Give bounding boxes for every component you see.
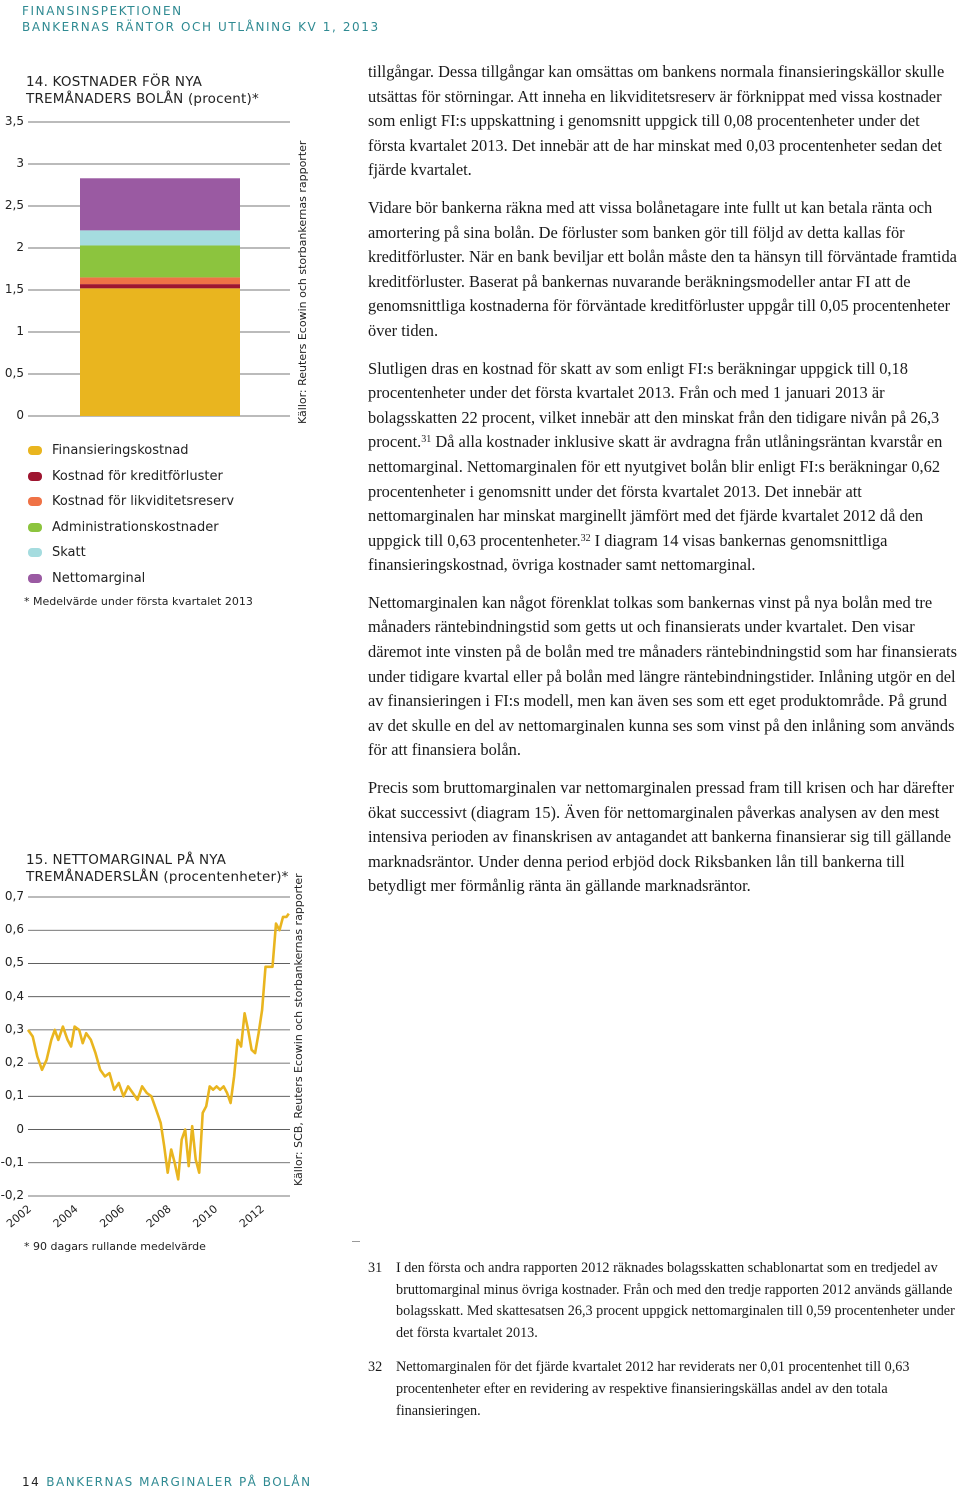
chart15-y-tick: 0,4 [4, 988, 24, 1003]
paragraph-3-part-2: Då alla kostnader inklusive skatt är avdragna från utlåningsräntan kvarstår en nettomarginal. Nettomarginalen för ett nyutgivet bolån blir enligt FI:s beräkningar 0,62 procentenheter i genomsnitt under det första kvartalet 2013. Det innebär att nettomarginalen har minskat marginellt jämfört med det fjärde kvartalet 2012 då den uppgick till 0,63 procentenheter. [368, 432, 943, 550]
chart15-title-line1: 15. NETTOMARGINAL PÅ NYA [26, 852, 227, 868]
chart14-title-line2: TREMÅNADERS BOLÅN [26, 91, 184, 107]
chart15-note: * 90 dagars rullande medelvärde [24, 1240, 206, 1253]
paragraph-2: Vidare bör bankerna räkna med att vissa bolånetagare inte fullt ut kan betala ränta och amortering på sina bolån. De förluster som banken gör till följd av detta kallas för kreditförluster. När en bank beviljar ett bolån måste den ta hänsyn till förväntade framtida kreditförluster. Baserat på bankernas nuvarande beräkningsmodeller antar FI att de genomsnittliga kostnaderna för förväntade kreditförluster uppgår till 0,05 procentenheter över tiden. [368, 197, 957, 340]
chart15-y-tick: 0,3 [4, 1021, 24, 1036]
page-number: 14 [22, 1475, 41, 1489]
chart15-y-tick: 0,7 [4, 889, 24, 903]
chart15-y-tick: 0 [16, 1121, 24, 1136]
chart14-source: Källor: Reuters Ecowin och storbankernas rapporter [296, 140, 309, 424]
paragraph-3 [368, 357, 958, 578]
footnote-divider [352, 1241, 360, 1242]
chart15-x-tick: 2008 [143, 1202, 174, 1231]
paragraph-3-part-3: I diagram 14 visas bankernas genomsnittliga finansieringskostnad, övriga kostnader samt nettomarginal. [368, 530, 888, 575]
chart15-y-tick: -0,1 [0, 1154, 24, 1169]
chart15-unit: (procentenheter)* [163, 869, 289, 885]
chart15-x-tick: 2010 [190, 1202, 221, 1231]
chart14-note: * Medelvärde under första kvartalet 2013 [24, 595, 253, 608]
legend-label: Nettomarginal [52, 570, 146, 586]
chart15-x-tick: 2012 [237, 1202, 267, 1231]
paragraph-1: tillgångar. Dessa tillgångar kan omsättas om bankens normala finansieringskällor skulle utsättas för störningar. Att inneha en likviditetsreserv är förknippat med vissa kostnader som enligt FI:s uppskattning i genomsnitt uppgick till 0,08 procentenheter under det första kvartalet 2013. Det innebär att de har minskat med 0,03 procentenheter sedan det fjärde kvartalet. [368, 62, 945, 180]
chart15-title-line2: TREMÅNADERSLÅN [26, 869, 159, 885]
chart14-unit: (procent)* [187, 91, 259, 107]
publisher-name: FINANSINSPEKTIONEN [22, 4, 183, 18]
legend-label: Kostnad för likviditetsreserv [52, 494, 235, 510]
footnote-number: 32 [368, 1359, 383, 1376]
chart15-y-tick: -0,2 [0, 1188, 24, 1202]
chart15-x-tick: 2006 [97, 1202, 128, 1231]
chart15-y-tick: 0,1 [4, 1088, 24, 1103]
chart15-y-tick: 0,5 [4, 955, 24, 970]
chart15-x-tick: 2004 [50, 1202, 81, 1231]
legend-label: Kostnad för kreditförluster [52, 468, 223, 484]
paragraph-3-part-1: Slutligen dras en kostnad för skatt av som enligt FI:s beräkningar uppgick till 0,18 procentenheter under det första kvartalet 2013. Från och med 1 januari 2013 är bolagsskatten 22 procent, vilket innebär att den minskat från den tidigare nivån på 26,3 procent. [368, 358, 940, 452]
footnote-ref-31[interactable]: 31 [421, 434, 432, 446]
footnote-number: 31 [368, 1260, 383, 1276]
chart14-y-tick: 0,5 [4, 366, 24, 380]
footnote-text: I den första och andra rapporten 2012 räknades bolagsskatten schablonartat som en tredjedel av bruttomarginal minus övriga kostnader. Från och med den tredje rapporten 2012 används gällande bolagsskatt. Med skattesatsen 26,3 procent uppgick nettomarginalen till 0,59 procentenheter under det första kvartalet 2013. [396, 1260, 955, 1341]
footer-title: BANKERNAS MARGINALER PÅ BOLÅN [46, 1475, 312, 1489]
legend-label: Skatt [52, 545, 86, 561]
report-title: BANKERNAS RÄNTOR OCH UTLÅNING KV 1, 2013 [22, 20, 380, 34]
chart14-y-tick: 0 [16, 408, 24, 422]
footnote-text: Nettomarginalen för det fjärde kvartalet 2012 har reviderats ner 0,01 procentenhet till 0,63 procentenheter efter en revidering av respektive finansieringskällas andel av den totala finansieringen. [396, 1359, 910, 1419]
legend-label: Administrationskostnader [52, 519, 219, 535]
chart15-plot [0, 0, 340, 1240]
chart14-y-tick: 2 [16, 240, 24, 254]
chart14-y-tick: 3 [16, 156, 24, 170]
paragraph-4: Nettomarginalen kan något förenklat tolkas som bankernas vinst på nya bolån med tre månaders räntebindningstid som getts ut och finansierats under kvartalet. Den visar däremot inte vinsten på de bolån med tre månaders räntebindningstid som har finansierats under tidigare kvartal eller på bolån med längre räntebindningstider. Inlåning utgör en del av finansieringen i FI:s modell, men kan även ses som ett eget produktområde. På grund av det skulle en del av nettomarginalen kunna ses som vinst på den inlåning som används för att finansiera bolån. [368, 592, 957, 760]
chart15-y-tick: 0,2 [4, 1055, 24, 1070]
legend-label: Finansieringskostnad [52, 443, 189, 459]
paragraph-5: Precis som bruttomarginalen var nettomarginalen pressad fram till krisen och har därefter ökat successivt (diagram 15). Även för nettomarginalen påverkas analysen av den mest intensiva perioden av finanskrisen av antagandet att bankerna finansierar sig till gällande marknadsräntor. Under denna period erbjöd dock Riksbanken lån till bankerna till betydligt mer förmånlig ränta än gällande marknadsräntor. [368, 778, 955, 896]
chart15-x-tick: 2002 [4, 1202, 34, 1231]
chart15-y-tick: 0,6 [4, 922, 24, 937]
chart14-y-tick: 3,5 [4, 114, 24, 128]
body-text [368, 60, 958, 912]
chart14-y-tick: 1 [16, 324, 24, 338]
footnote-31 [368, 1258, 958, 1344]
chart15-series-line [28, 914, 289, 1180]
footnote-32 [368, 1357, 958, 1422]
page-footer [22, 1475, 312, 1489]
chart15-source: Källor: SCB, Reuters Ecowin och storbankernas rapporter [292, 873, 305, 1186]
footnotes [368, 1258, 958, 1435]
chart14-title-line1: 14. KOSTNADER FÖR NYA [26, 74, 203, 90]
chart14-y-tick: 1,5 [4, 282, 24, 296]
footnote-ref-32[interactable]: 32 [580, 532, 591, 544]
chart14-y-tick: 2,5 [4, 198, 24, 212]
